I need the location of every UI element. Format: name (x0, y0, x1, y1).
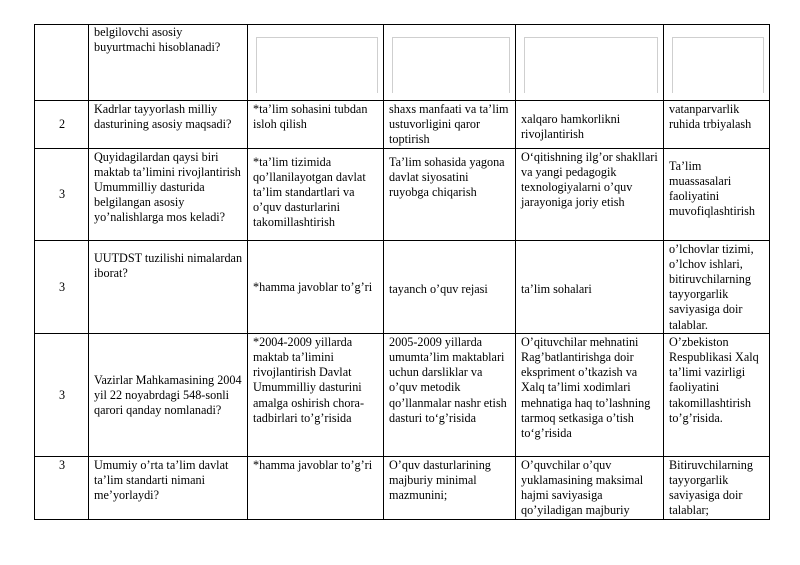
question-number (35, 25, 89, 101)
question-text: Kadrlar tayyorlash milliy dasturining asosiy maqsadi? (89, 101, 248, 149)
answer-option-correct: *ta’lim sohasini tubdan isloh qilish (248, 101, 384, 149)
question-text: UUTDST tuzilishi nimalardan iborat? (89, 240, 248, 333)
table-row (35, 240, 770, 333)
answer-option-correct: *hamma javoblar to’g’ri (248, 456, 384, 519)
answer-option: vatanparvarlik ruhida trbiyalash (664, 101, 770, 149)
question-text: belgilovchi asosiy buyurtmachi hisoblanadi? (89, 25, 248, 101)
answer-option: xalqaro hamkorlikni rivojlantirish (516, 101, 664, 149)
answer-option: O’qituvchilar mehnatini Rag’batlantirishga doir ekspriment o’tkazish va Xalq ta’limi xodimlari mehnatiga haq to’lashning tarmoq setkasiga o’tish to‘g’risida (516, 333, 664, 456)
question-number: 3 (35, 148, 89, 240)
answer-option: ta’lim sohalari (516, 240, 664, 333)
answer-option: tayanch o’quv rejasi (384, 240, 516, 333)
answer-option: O’quvchilar o’quv yuklamasining maksimal hajmi saviyasiga qo’yiladigan majburiy (516, 456, 664, 519)
test-questions-table (34, 24, 770, 520)
question-text: Umumiy o’rta ta’lim davlat ta’lim standarti nimani me’yorlaydi? (89, 456, 248, 519)
answer-option: O’quv dasturlarining majburiy minimal mazmunini; (384, 456, 516, 519)
answer-option-cell (248, 25, 384, 101)
table-row (35, 148, 770, 240)
answer-option-correct: *hamma javoblar to’g’ri (248, 240, 384, 333)
answer-option: O’zbekiston Respublikasi Xalq ta’limi vazirligi faoliyatini takomillashtirish to’g’risida. (664, 333, 770, 456)
question-text: Vazirlar Mahkamasining 2004 yil 22 noyabrdagi 548-sonli qarori qanday nomlanadi? (89, 333, 248, 456)
question-number: 3 (35, 456, 89, 519)
answer-option-cell (664, 25, 770, 101)
question-text: Quyidagilardan qaysi biri maktab ta’limini rivojlantirish Umummilliy dasturida belgilangan asosiy yo’nalishlarga mos keladi? (89, 148, 248, 240)
answer-option-cell (384, 25, 516, 101)
table-row (35, 101, 770, 149)
answer-option-cell (516, 25, 664, 101)
answer-option: Ta’lim sohasida yagona davlat siyosatini ruyobga chiqarish (384, 148, 516, 240)
question-number: 3 (35, 240, 89, 333)
answer-option: shaxs manfaati va ta’lim ustuvorligini qaror toptirish (384, 101, 516, 149)
question-number: 2 (35, 101, 89, 149)
table-row (35, 456, 770, 519)
answer-option: Bitiruvchilarning tayyorgarlik saviyasiga doir talablar; (664, 456, 770, 519)
answer-option: Ta’lim muassasalari faoliyatini muvofiqlashtirish (664, 148, 770, 240)
table-row (35, 333, 770, 456)
answer-option: o’lchovlar tizimi, o’lchov ishlari, bitiruvchilarning tayyorgarlik saviyasiga doir talablar. (664, 240, 770, 333)
answer-option: O‘qitishning ilg’or shakllari va yangi pedagogik texnologiyalarni o’quv jarayoniga joriy etish (516, 148, 664, 240)
answer-option-correct: *ta’lim tizimida qo’llanilayotgan davlat ta’lim standartlari va o’quv dasturlarini takomillashtirish (248, 148, 384, 240)
table-row (35, 25, 770, 101)
answer-option: 2005-2009 yillarda umumta’lim maktablari uchun darsliklar va o’quv metodik qo’llanmalar nashr etish dasturi to‘g’risida (384, 333, 516, 456)
question-number: 3 (35, 333, 89, 456)
answer-option-correct: *2004-2009 yillarda maktab ta’limini rivojlantirish Davlat Umummilliy dasturini amalga oshirish chora-tadbirlari to’g’risida (248, 333, 384, 456)
